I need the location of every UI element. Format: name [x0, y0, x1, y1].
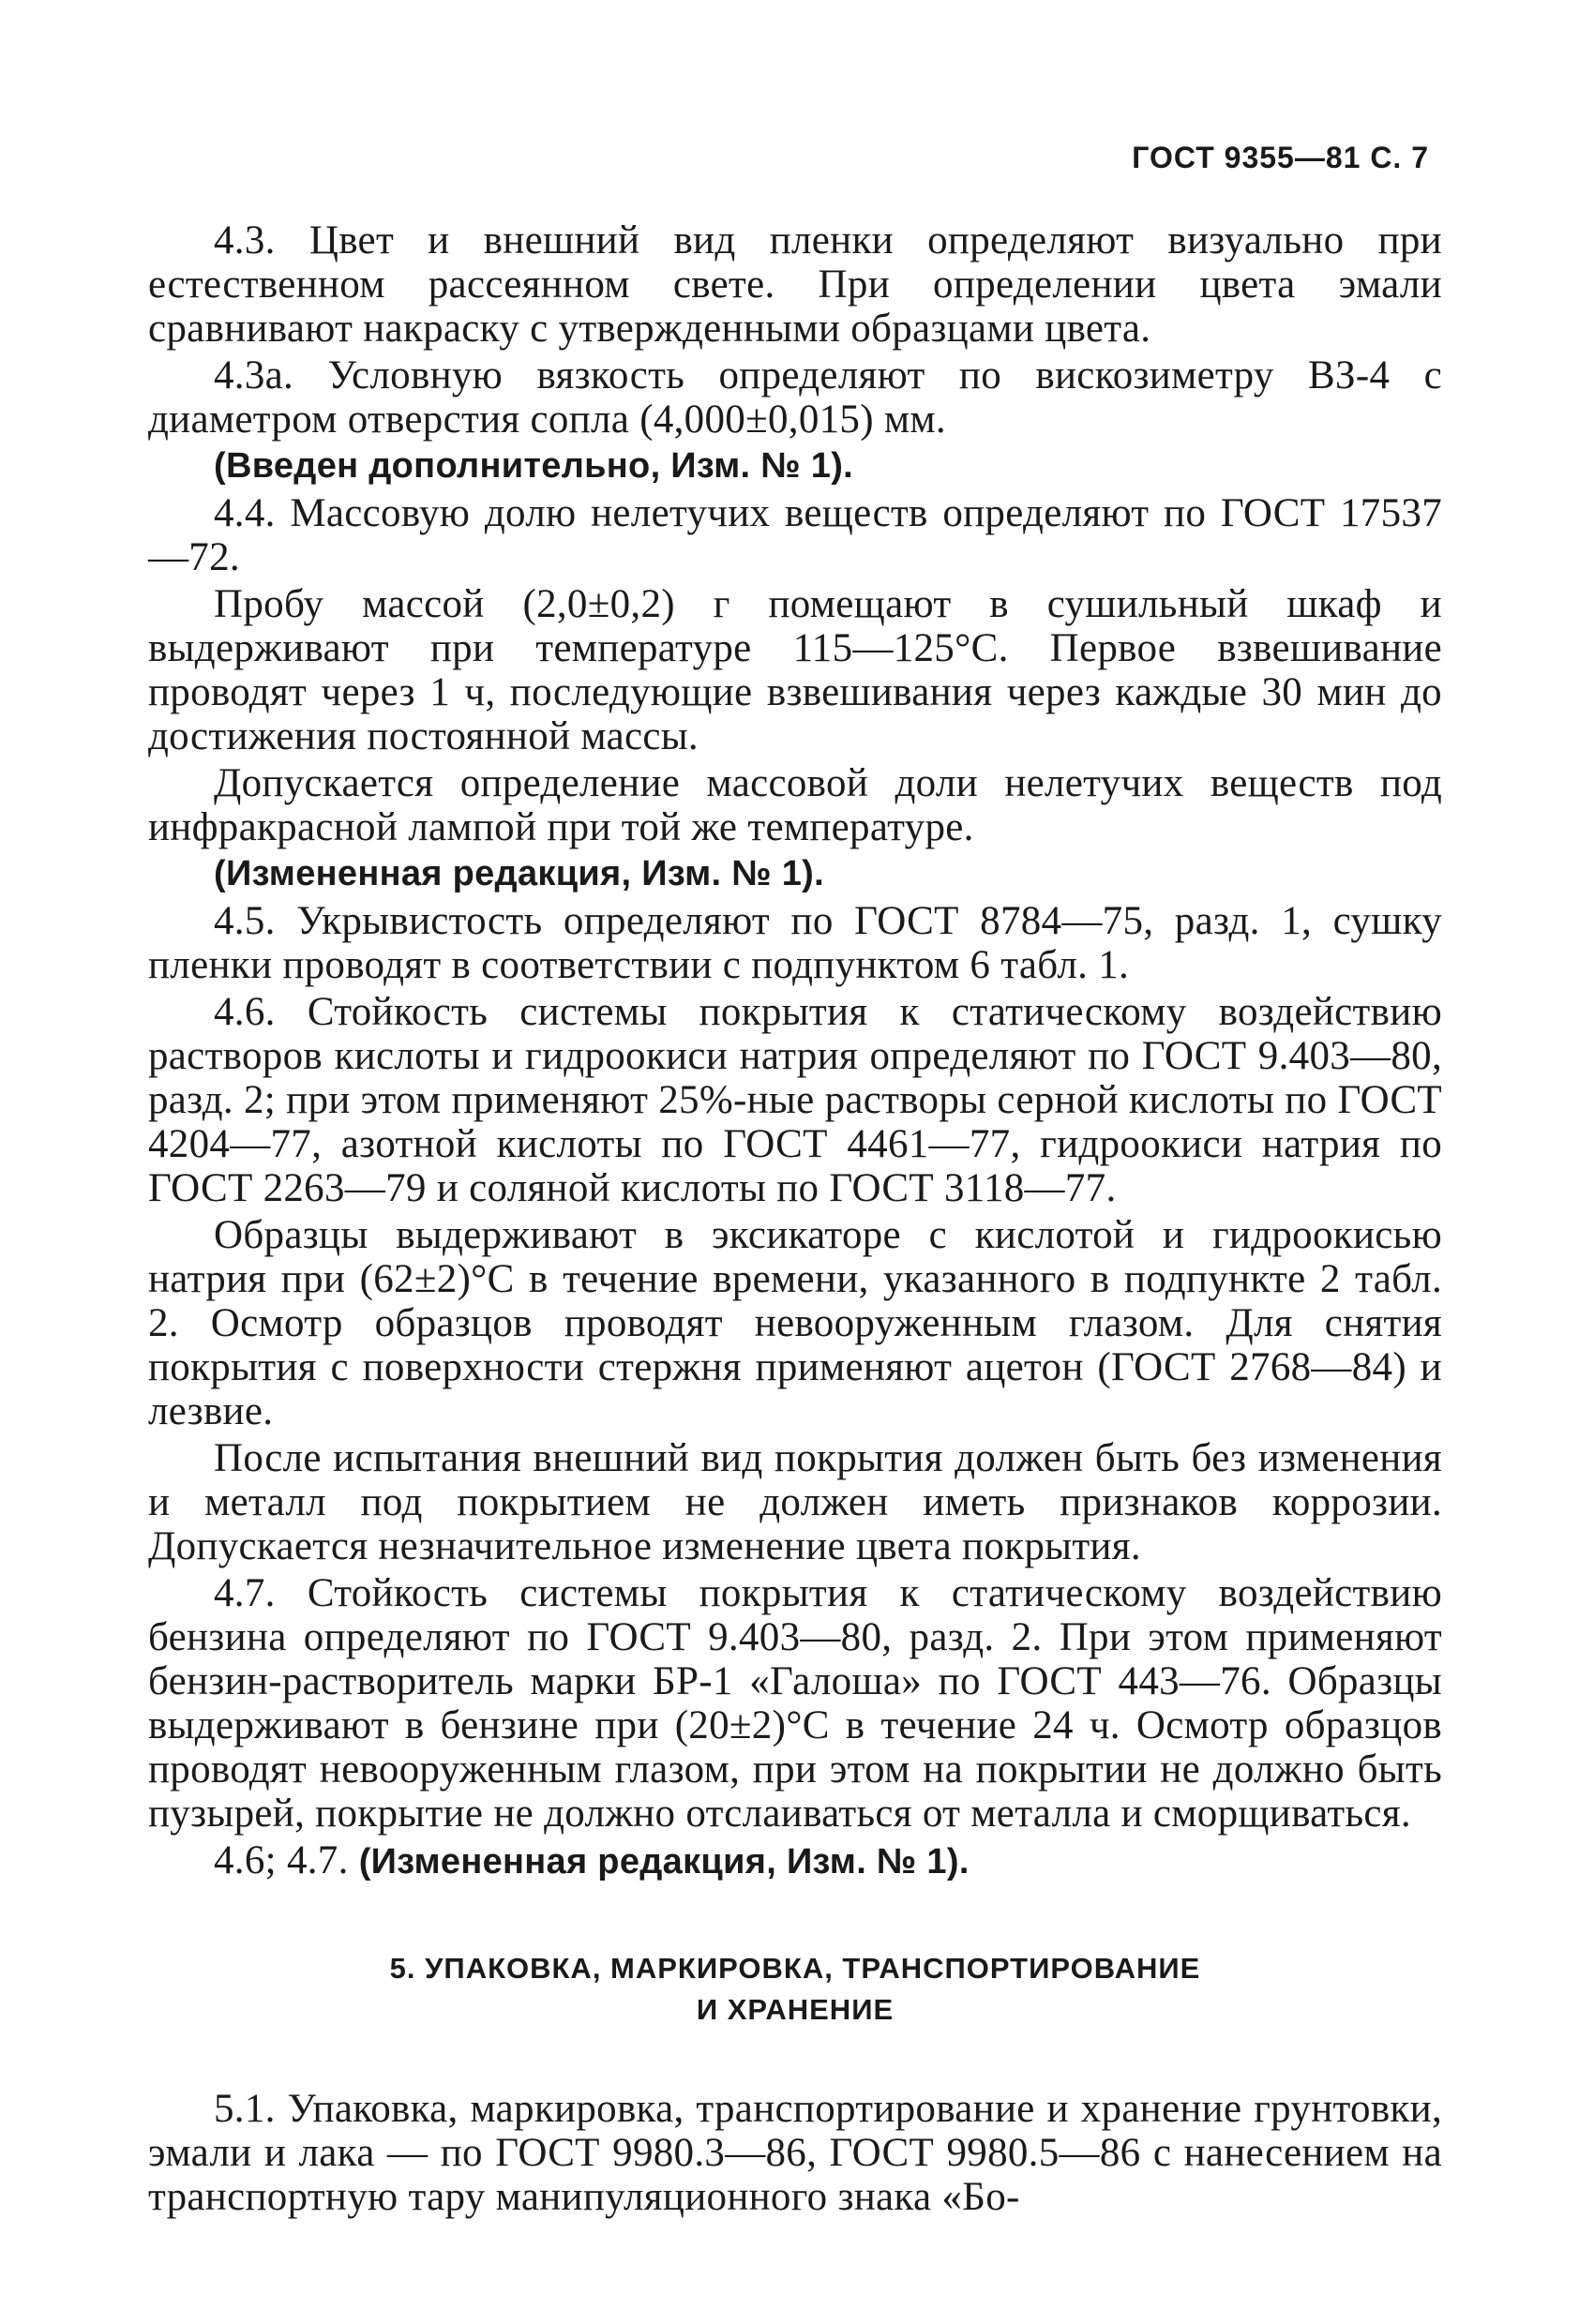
paragraph-4-6-samples: Образцы выдерживают в эксикаторе с кислотой и гидроокисью натрия при (62±2)°С в течение времени, указанного в подпункте 2 табл. 2. Осмотр образцов проводят невооруженным глазом. Для снятия покрытия с поверхности стержня применяют ацетон (ГОСТ 2768—84) и лезвие. [148, 1213, 1442, 1433]
paragraph-4-6: 4.6. Стойкость системы покрытия к статическому воздействию растворов кислоты и гидроокиси натрия определяют по ГОСТ 9.403—80, разд. 2; при этом применяют 25%-ные растворы серной кислоты по ГОСТ 4204—77, азотной кислоты по ГОСТ 4461—77, гидроокиси натрия по ГОСТ 2263—79 и соляной кислоты по ГОСТ 3118—77. [148, 990, 1442, 1210]
paragraph-4-4: 4.4. Массовую долю нелетучих веществ определяют по ГОСТ 17537—72. [148, 491, 1442, 579]
amendment-note-4-6-4-7 [148, 1838, 1442, 1884]
amendment-note: (Введен дополнительно, Изм. № 1). [214, 446, 854, 486]
paragraph-4-4-infrared: Допускается определение массовой доли нелетучих веществ под инфракрасной лампой при той же температуре. [148, 761, 1442, 849]
paragraph-4-4-sample: Пробу массой (2,0±0,2) г помещают в сушильный шкаф и выдерживают при температуре 115—125°С. Первое взвешивание проводят через 1 ч, последующие взвешивания через каждые 30 мин до достижения постоянной массы. [148, 582, 1442, 758]
section-title-line2: И ХРАНЕНИЕ [696, 1993, 895, 2026]
amendment-prefix: 4.6; 4.7. [214, 1838, 359, 1882]
amendment-text: (Измененная редакция, Изм. № 1). [358, 1842, 970, 1882]
paragraph-4-3: 4.3. Цвет и внешний вид пленки определяют визуально при естественном рассеянном свете. При определении цвета эмали сравнивают накраску с утвержденными образцами цвета. [148, 218, 1442, 351]
paragraph-4-7: 4.7. Стойкость системы покрытия к статическому воздействию бензина определяют по ГОСТ 9.403—80, разд. 2. При этом применяют бензин-растворитель марки БР-1 «Галоша» по ГОСТ 443—76. Образцы выдерживают в бензине при (20±2)°С в течение 24 ч. Осмотр образцов проводят невооруженным глазом, при этом на покрытии не должно быть пузырей, покрытие не должно отслаиваться от металла и сморщиваться. [148, 1571, 1442, 1836]
paragraph-4-6-result: После испытания внешний вид покрытия должен быть без изменения и металл под покрытием не должен иметь признаков коррозии. Допускается незначительное изменение цвета покрытия. [148, 1436, 1442, 1568]
amendment-note: (Измененная редакция, Изм. № 1). [214, 854, 824, 893]
paragraph-4-3a: 4.3а. Условную вязкость определяют по вискозиметру ВЗ-4 с диаметром отверстия сопла (4,000±0,015) мм. [148, 353, 1442, 442]
document-page [148, 122, 1442, 2219]
section-title [148, 1948, 1442, 2031]
page-header: ГОСТ 9355—81 С. 7 [1132, 141, 1429, 174]
paragraph-5-1: 5.1. Упаковка, маркировка, транспортирование и хранение грунтовки, эмали и лака — по ГОСТ 9980.3—86, ГОСТ 9980.5—86 с нанесением на транспортную тару манипуляционного знака «Бо- [148, 2087, 1442, 2219]
paragraph-4-5: 4.5. Укрывистость определяют по ГОСТ 8784—75, разд. 1, сушку пленки проводят в соответствии с подпунктом 6 табл. 1. [148, 899, 1442, 987]
section-title-line1: 5. УПАКОВКА, МАРКИРОВКА, ТРАНСПОРТИРОВАНИЕ [389, 1952, 1201, 1985]
